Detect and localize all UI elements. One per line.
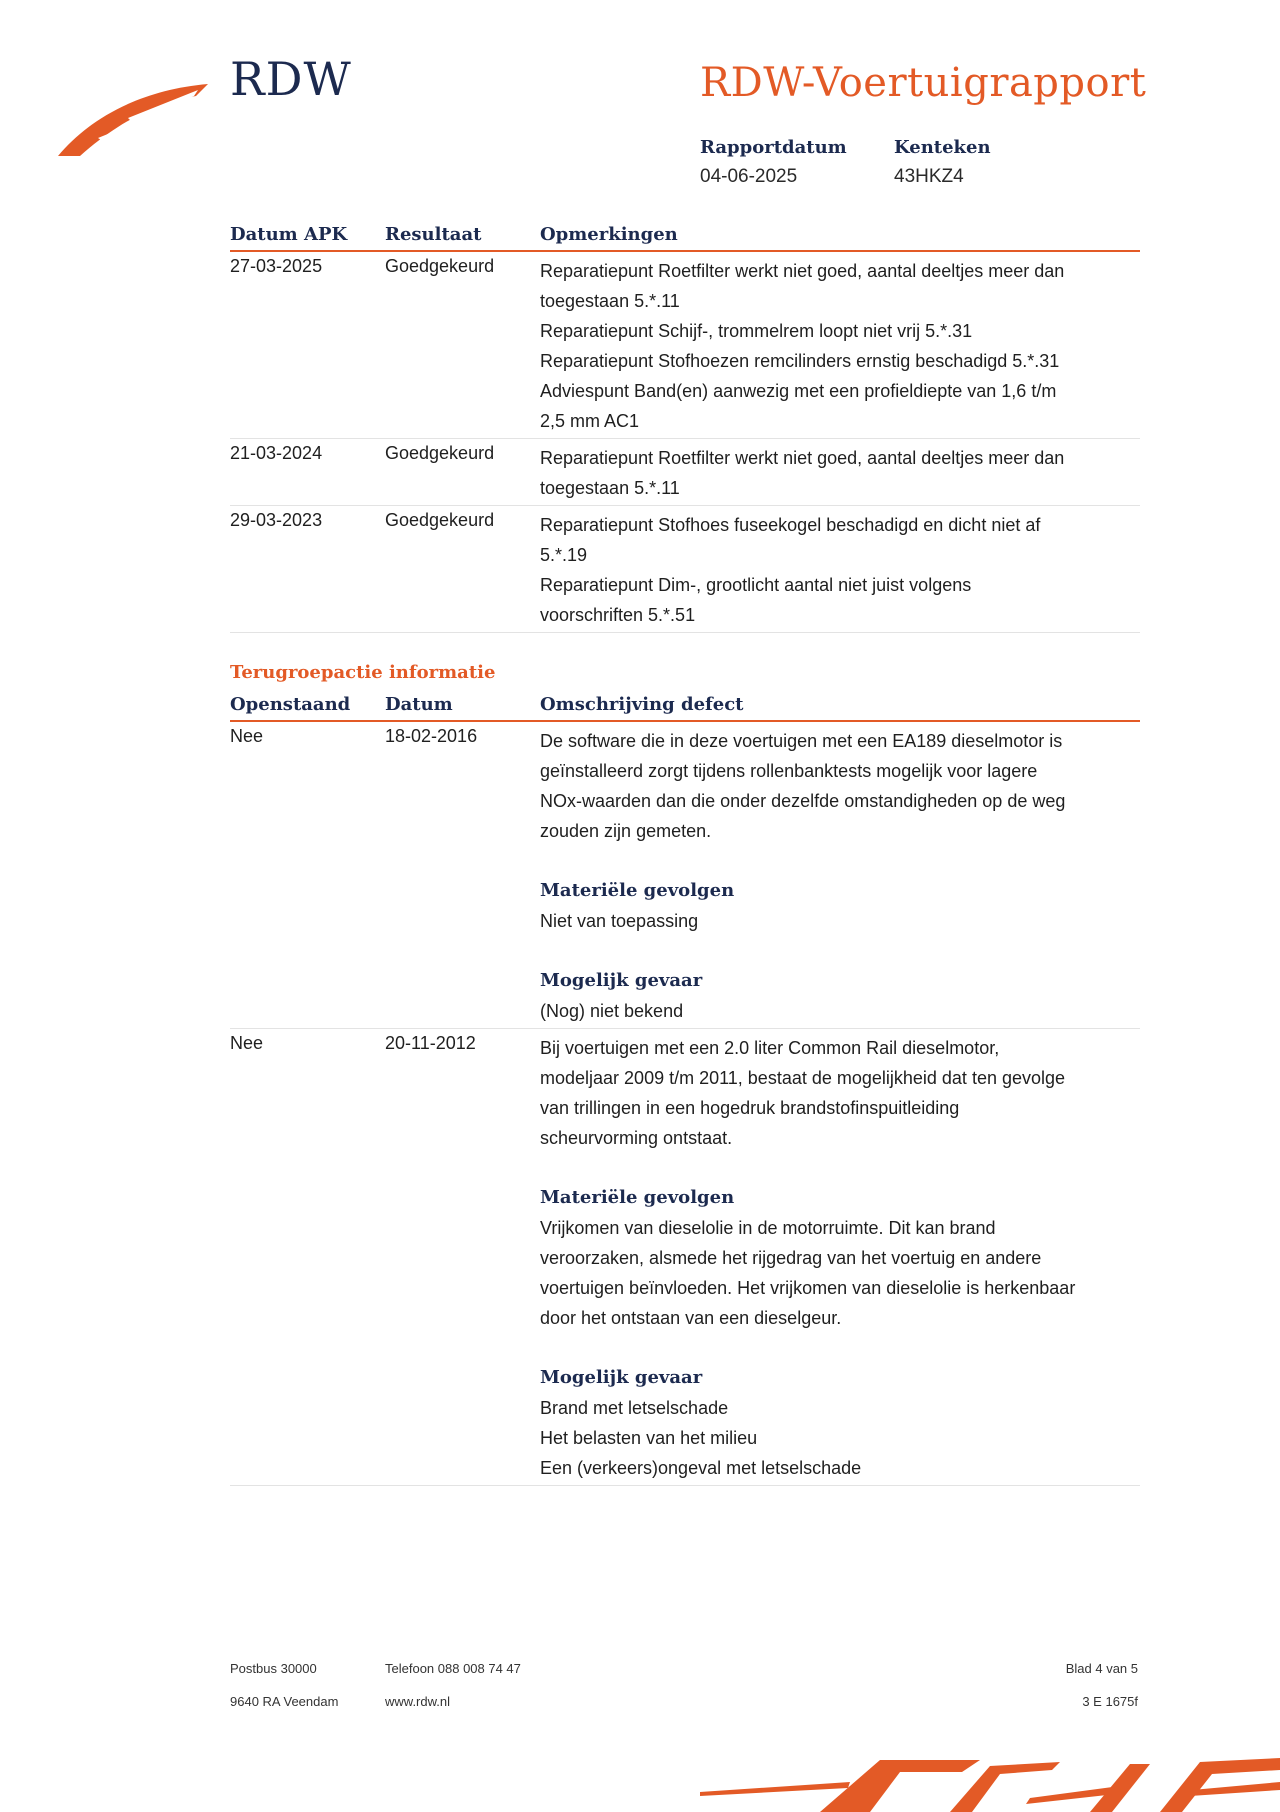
- recall-table-header: [230, 692, 1140, 722]
- remark-line: Adviespunt Band(en) aanwezig met een profieldiepte van 1,6 t/m: [540, 381, 1057, 401]
- apk-table: [230, 222, 1140, 633]
- footer-postbus: Postbus 30000: [230, 1661, 317, 1676]
- apk-remarks: [540, 252, 1140, 438]
- recall-open: Nee: [230, 1033, 264, 1053]
- desc-line: van trillingen in een hogedruk brandstofinspuitleiding: [540, 1098, 960, 1118]
- footer-website[interactable]: www.rdw.nl: [385, 1694, 451, 1709]
- recall-description: [540, 1029, 1140, 1485]
- possible-danger-label: Mogelijk gevaar: [540, 1367, 703, 1388]
- header-opmerkingen: Opmerkingen: [540, 224, 678, 245]
- apk-date: 21-03-2024: [230, 443, 323, 463]
- danger-line: (Nog) niet bekend: [540, 1001, 684, 1021]
- report-date-value: 04-06-2025: [700, 166, 798, 187]
- apk-remarks: [540, 506, 1140, 632]
- footer-page-number: Blad 4 van 5: [1065, 1661, 1138, 1676]
- apk-date: 27-03-2025: [230, 256, 323, 276]
- desc-line: Bij voertuigen met een 2.0 liter Common Rail dieselmotor,: [540, 1038, 1000, 1058]
- table-row: [230, 252, 1140, 439]
- table-row: [230, 1029, 1140, 1486]
- recall-table: [230, 692, 1140, 1486]
- logo-text: RDW: [230, 52, 352, 106]
- remark-line: toegestaan 5.*.11: [540, 291, 680, 311]
- license-plate-label: Kenteken: [894, 137, 991, 158]
- remark-line: Reparatiepunt Stofhoezen remcilinders ernstig beschadigd 5.*.31: [540, 351, 1060, 371]
- danger-line: Een (verkeers)ongeval met letselschade: [540, 1458, 862, 1478]
- remark-line: Reparatiepunt Roetfilter werkt niet goed, aantal deeltjes meer dan: [540, 448, 1065, 468]
- license-plate: [894, 137, 991, 188]
- footer-doc-code: 3 E 1675f: [1082, 1694, 1138, 1709]
- recall-description: [540, 722, 1140, 1028]
- recall-date: 20-11-2012: [385, 1033, 476, 1053]
- remark-line: 5.*.19: [540, 545, 588, 565]
- apk-result: Goedgekeurd: [385, 510, 495, 530]
- remark-line: 2,5 mm AC1: [540, 411, 640, 431]
- header-openstaand: Openstaand: [230, 694, 351, 715]
- material-line: Niet van toepassing: [540, 911, 699, 931]
- desc-line: NOx-waarden dan die onder dezelfde omstandigheden op de weg: [540, 791, 1066, 811]
- material-line: Vrijkomen van dieselolie in de motorruimte. Dit kan brand: [540, 1218, 996, 1238]
- apk-table-header: [230, 222, 1140, 252]
- footer-phone: Telefoon 088 008 74 47: [385, 1661, 521, 1676]
- material-consequences-label: Materiële gevolgen: [540, 880, 735, 901]
- recall-open: Nee: [230, 726, 264, 746]
- recall-date: 18-02-2016: [385, 726, 478, 746]
- table-row: [230, 506, 1140, 633]
- material-line: voertuigen beïnvloeden. Het vrijkomen van dieselolie is herkenbaar: [540, 1278, 1076, 1298]
- desc-line: zouden zijn gemeten.: [540, 821, 712, 841]
- apk-date: 29-03-2023: [230, 510, 323, 530]
- header-datum-apk: Datum APK: [230, 224, 348, 245]
- recall-section-title: Terugroepactie informatie: [230, 662, 496, 683]
- footer-city: 9640 RA Veendam: [230, 1694, 339, 1709]
- remark-line: Reparatiepunt Dim-, grootlicht aantal niet juist volgens: [540, 575, 972, 595]
- apk-result: Goedgekeurd: [385, 256, 495, 276]
- report-date-label: Rapportdatum: [700, 137, 847, 158]
- license-plate-value: 43HKZ4: [894, 166, 964, 187]
- remark-line: toegestaan 5.*.11: [540, 478, 680, 498]
- apk-remarks: [540, 439, 1140, 505]
- table-row: [230, 722, 1140, 1029]
- remark-line: Reparatiepunt Schijf-, trommelrem loopt niet vrij 5.*.31: [540, 321, 973, 341]
- header-omschrijving: Omschrijving defect: [540, 694, 744, 715]
- danger-line: Brand met letselschade: [540, 1398, 729, 1418]
- rdw-logo-icon: [58, 80, 208, 160]
- material-line: veroorzaken, alsmede het rijgedrag van het voertuig en andere: [540, 1248, 1042, 1268]
- danger-line: Het belasten van het milieu: [540, 1428, 758, 1448]
- report-date: [700, 137, 847, 188]
- header-resultaat: Resultaat: [385, 224, 482, 245]
- material-line: door het ontstaan van een dieselgeur.: [540, 1308, 842, 1328]
- remark-line: Reparatiepunt Roetfilter werkt niet goed, aantal deeltjes meer dan: [540, 261, 1065, 281]
- material-consequences-label: Materiële gevolgen: [540, 1187, 735, 1208]
- decorative-stripes-icon: [700, 1752, 1280, 1812]
- remark-line: Reparatiepunt Stofhoes fuseekogel beschadigd en dicht niet af: [540, 515, 1041, 535]
- desc-line: modeljaar 2009 t/m 2011, bestaat de mogelijkheid dat ten gevolge: [540, 1068, 1066, 1088]
- remark-line: voorschriften 5.*.51: [540, 605, 696, 625]
- table-row: [230, 439, 1140, 506]
- header-datum: Datum: [385, 694, 453, 715]
- possible-danger-label: Mogelijk gevaar: [540, 970, 703, 991]
- desc-line: De software die in deze voertuigen met een EA189 dieselmotor is: [540, 731, 1063, 751]
- apk-result: Goedgekeurd: [385, 443, 495, 463]
- desc-line: scheurvorming ontstaat.: [540, 1128, 733, 1148]
- desc-line: geïnstalleerd zorgt tijdens rollenbanktests mogelijk voor lagere: [540, 761, 1038, 781]
- document-title: RDW-Voertuigrapport: [700, 60, 1147, 106]
